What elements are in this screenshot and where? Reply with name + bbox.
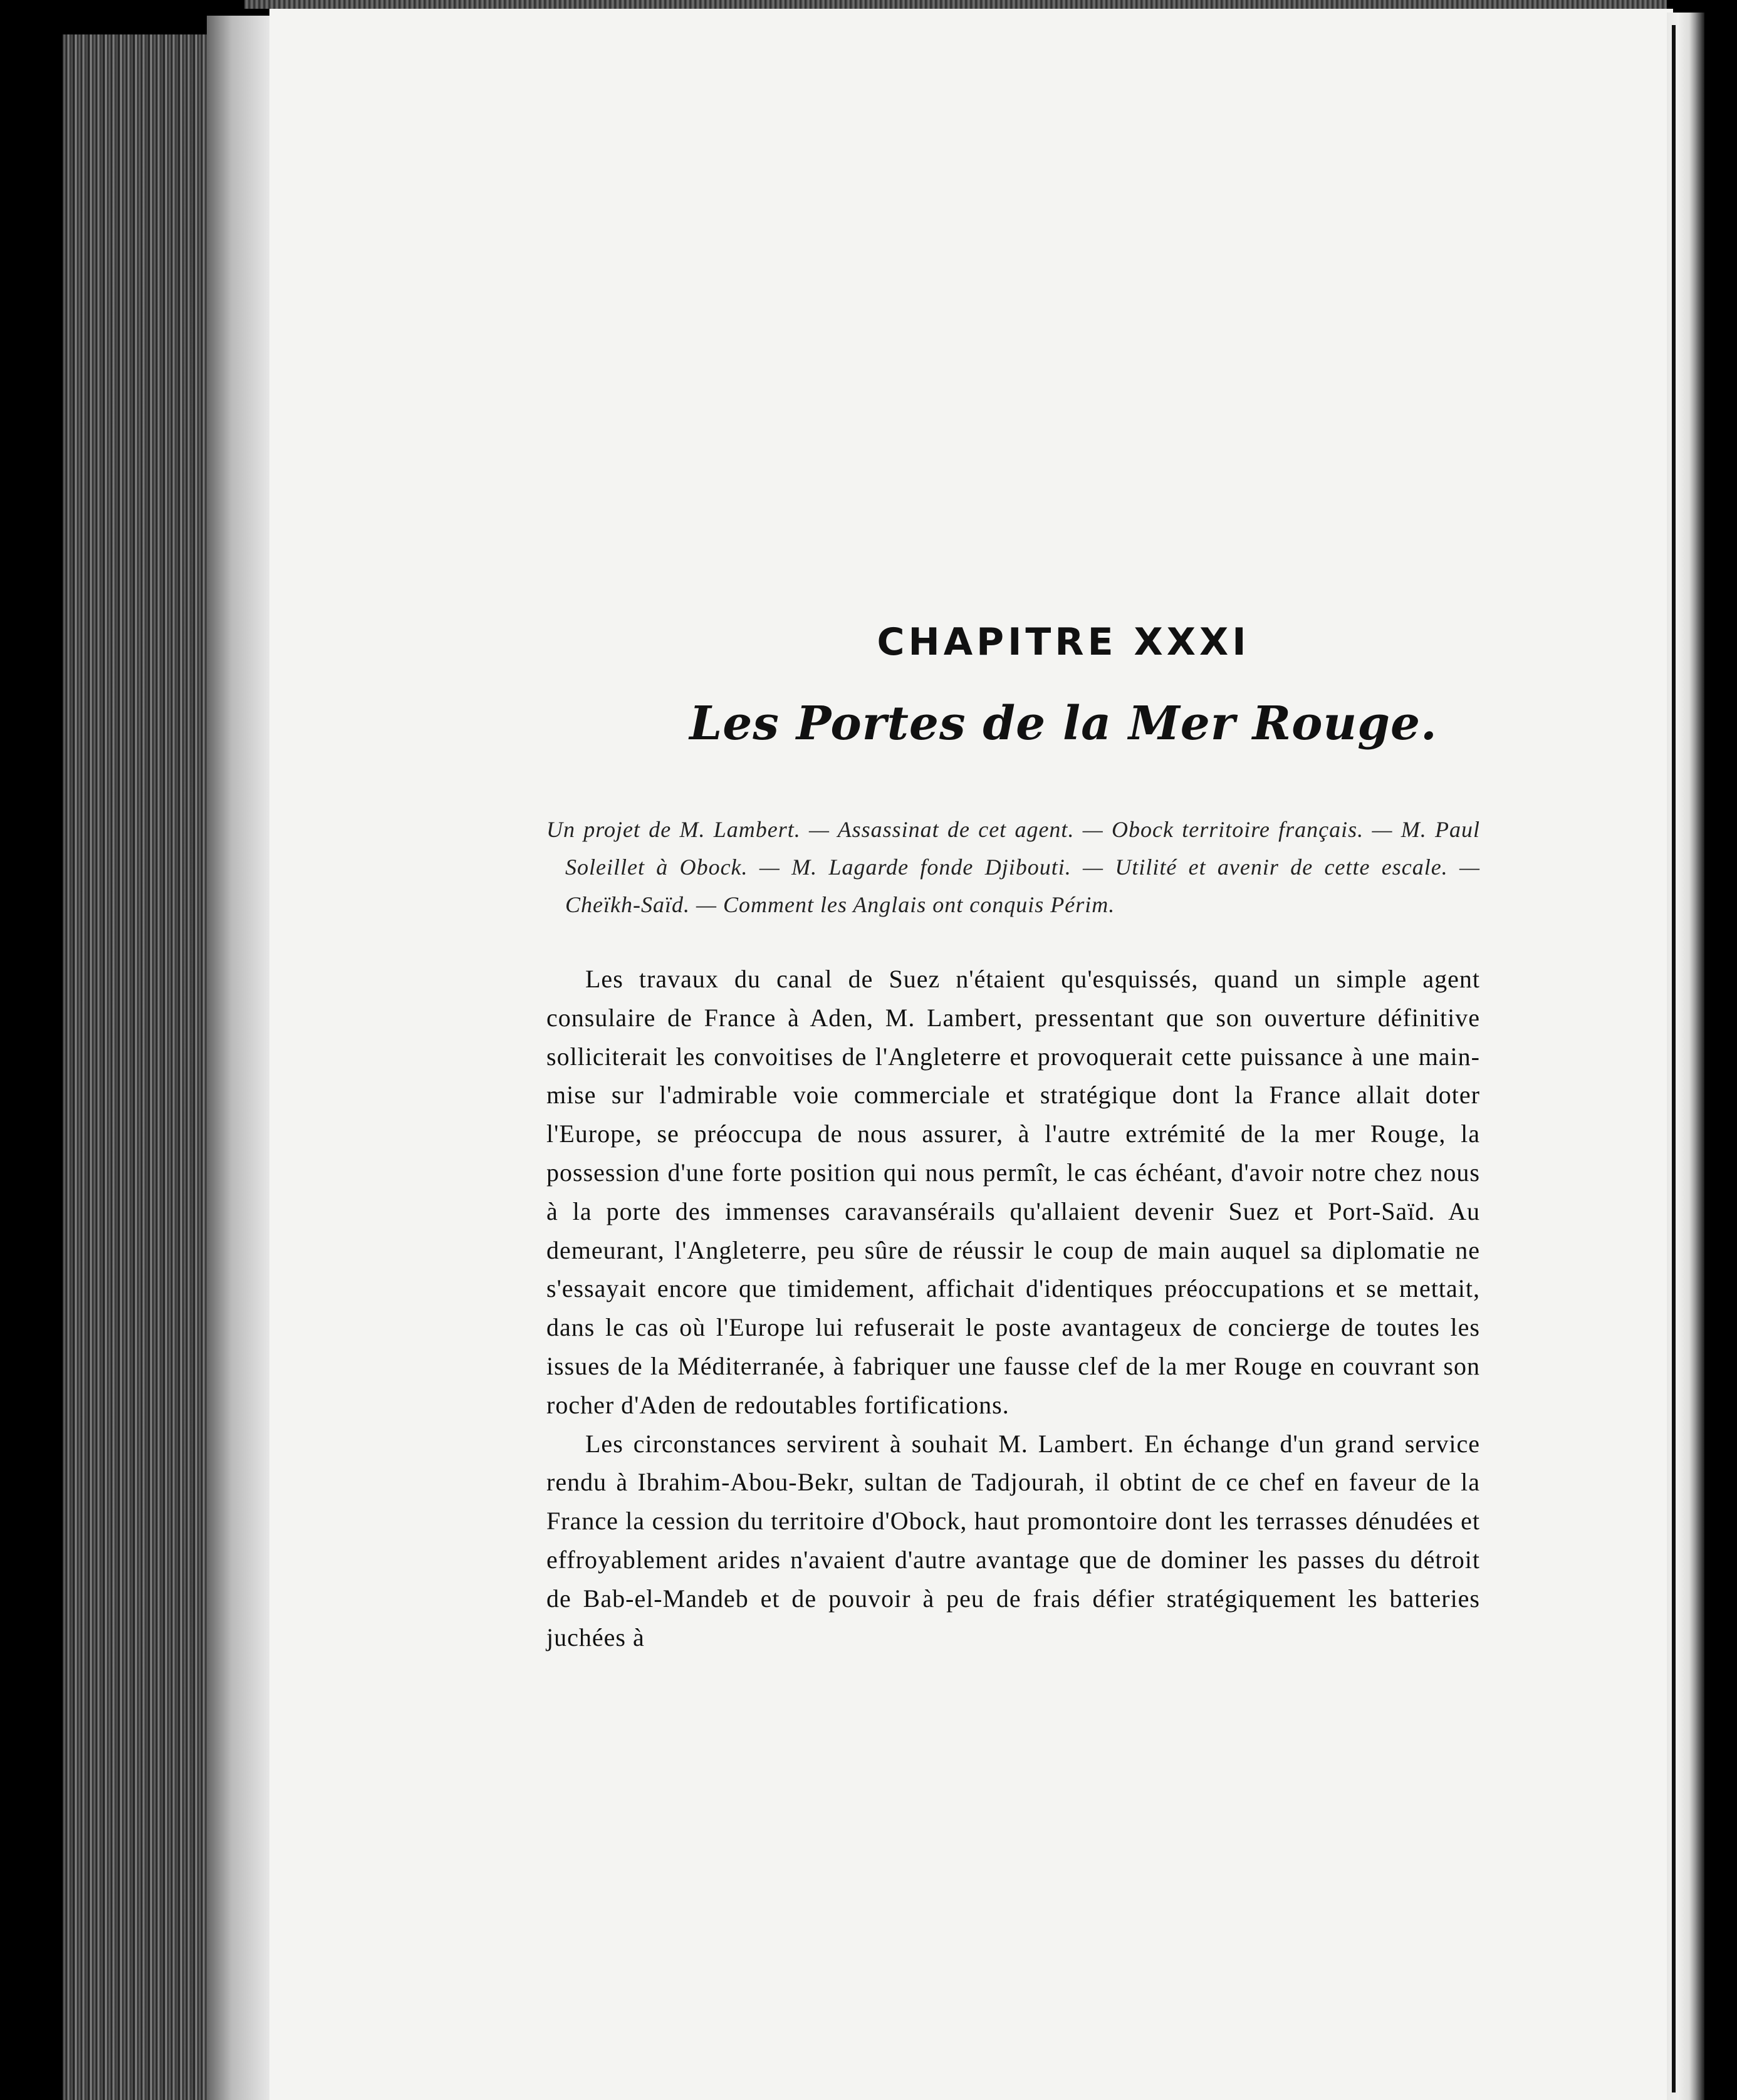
paragraph: Les travaux du canal de Suez n'étaient qu'esquissés, quand un simple agent consulaire de France à Aden, M. Lambert, pressentant que son ouverture définitive solliciterait les convoitises de l'Angleterre et provoquerait cette puissance à une main-mise sur l'admirable voie commerciale et stratégique dont la France allait doter l'Europe, se préoccupa de nous assurer, à l'autre extrémité de la mer Rouge, la possession d'une forte position qui nous permît, le cas échéant, d'avoir notre chez nous à la porte des immenses caravansérails qu'allaient devenir Suez et Port-Saïd. Au demeurant, l'Angleterre, peu sûre de réussir le coup de main auquel sa diplomatie ne s'essayait encore que timidement, affichait d'identiques préoccupations et se mettait, dans le cas où l'Europe lui refuserait le poste avantageux de concierge de toutes les issues de la Méditerranée, à fabriquer une fausse clef de la mer Rouge en couvrant son rocher d'Aden de redoutables fortifications. [546, 965, 1480, 1419]
page-content [546, 620, 1480, 1656]
page-border-line [1672, 25, 1676, 2092]
chapter-summary: Un projet de M. Lambert. — Assassinat de cet agent. — Obock territoire français. — M. Paul Soleillet à Obock. — M. Lagarde fonde Djibouti. — Utilité et avenir de cette escale. — Cheïkh-Saïd. — Comment les Anglais ont conquis Périm. [546, 817, 1480, 917]
book-gutter [207, 16, 269, 2100]
chapter-number: CHAPITRE XXXI [877, 620, 1250, 664]
body-text [546, 960, 1480, 1656]
book-top-edge [244, 0, 1667, 9]
chapter-title: Les Portes de la Mer Rouge. [689, 697, 1437, 751]
paragraph: Les circonstances servirent à souhait M. Lambert. En échange d'un grand service rendu à Ibrahim-Abou-Bekr, sultan de Tadjourah, il obtint de ce chef en faveur de la France la cession du territoire d'Obock, haut promontoire dont les terrasses dénudées et effroyablement arides n'avaient d'autre avantage que de dominer les passes du détroit de Bab-el-Mandeb et de pouvoir à peu de frais défier stratégiquement les batteries juchées à [546, 1429, 1480, 1651]
